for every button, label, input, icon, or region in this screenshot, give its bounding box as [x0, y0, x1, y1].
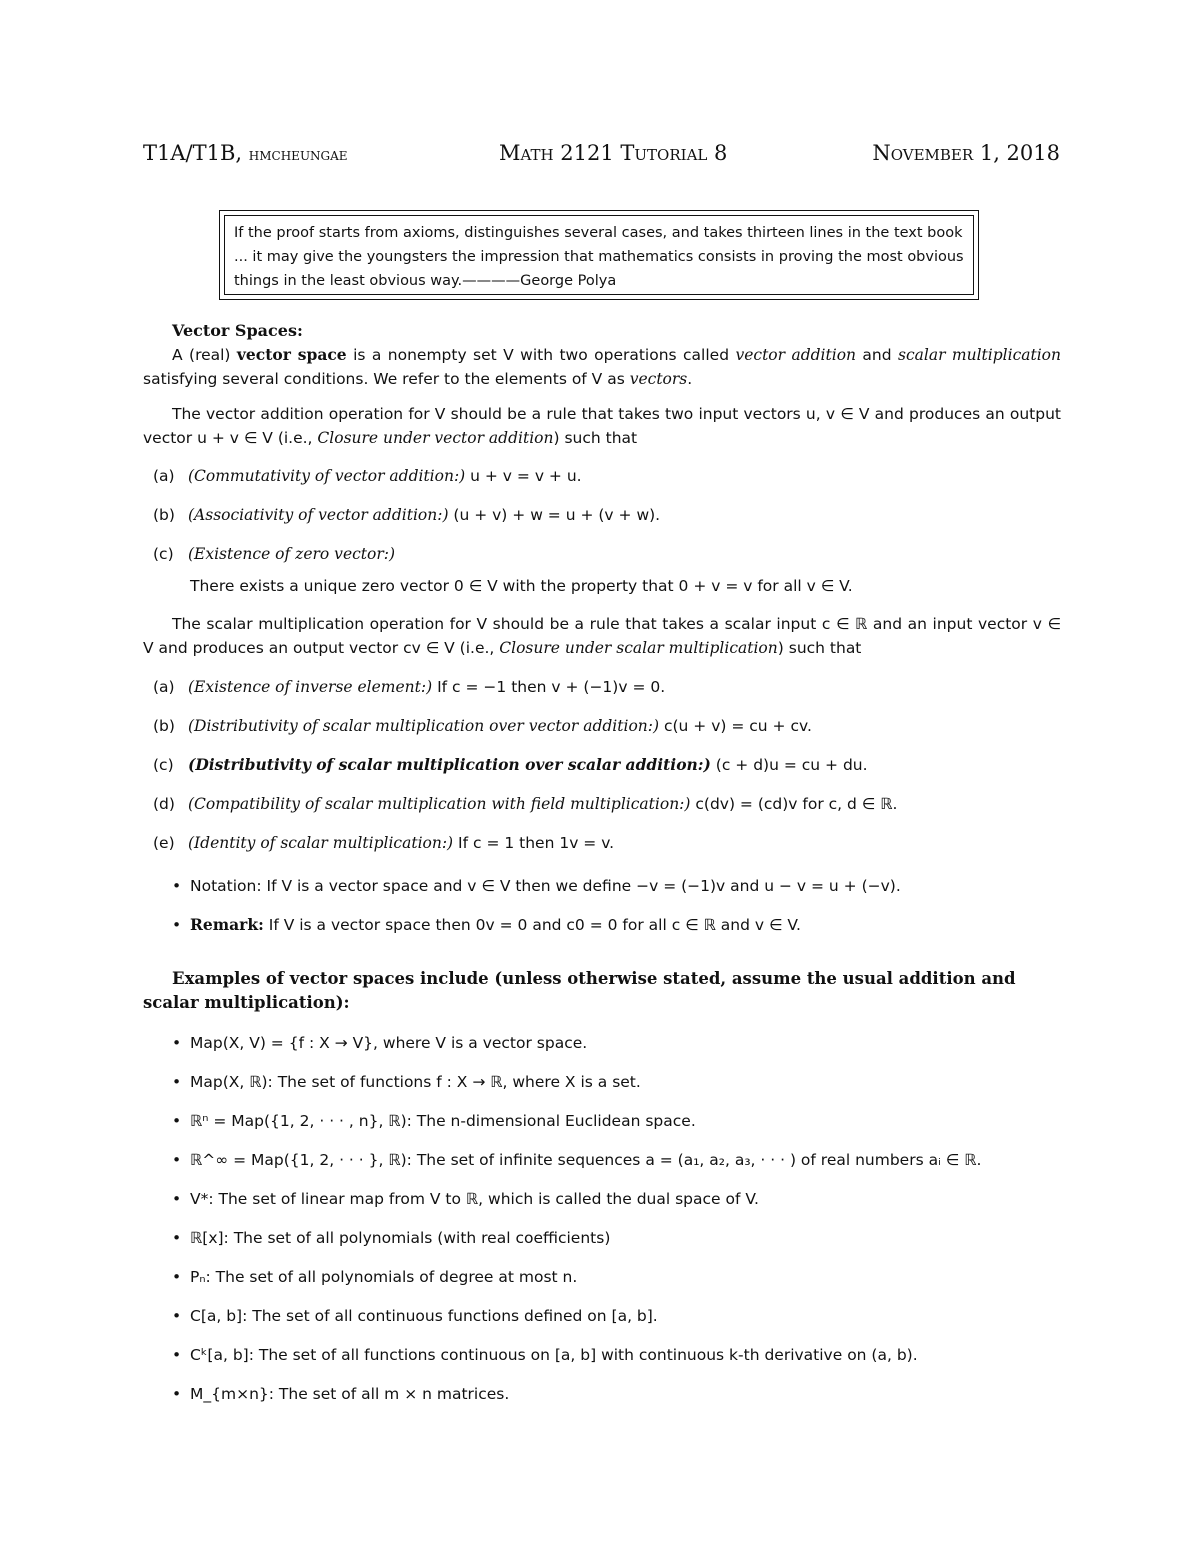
item-label: (c) — [153, 545, 174, 563]
bullet-icon: • — [172, 916, 182, 934]
example-text: M_{m×n}: The set of all m × n matrices. — [190, 1385, 510, 1403]
page-header — [143, 141, 1060, 169]
bullet-icon: • — [172, 1307, 182, 1325]
scalar-multiplication-paragraph — [143, 612, 1061, 660]
example-item — [172, 1109, 1052, 1133]
term-closure-scalar: Closure under scalar multiplication — [499, 639, 778, 657]
example-item — [172, 1382, 1052, 1406]
bullet-icon: • — [172, 1034, 182, 1052]
text: is a nonempty set V with two operations called — [346, 346, 736, 364]
term-vectors: vectors — [629, 370, 688, 388]
axiom-add-b — [153, 503, 1053, 527]
header-left — [143, 141, 348, 165]
example-item — [172, 1265, 1052, 1289]
text: . — [687, 370, 693, 388]
example-text: Map(X, ℝ): The set of functions f : X → ℝ, where X is a set. — [190, 1073, 641, 1091]
item-label: (b) — [153, 506, 175, 524]
term-scalar-multiplication: scalar multiplication — [898, 346, 1061, 364]
axiom-name: (Compatibility of scalar multiplication with field multiplication:) — [188, 795, 691, 813]
text: and — [856, 346, 899, 364]
axiom-text: c(dv) = (cd)v for c, d ∈ ℝ. — [690, 795, 898, 813]
axiom-name: (Existence of inverse element:) — [188, 678, 433, 696]
text: ) such that — [553, 429, 638, 447]
axiom-name: (Existence of zero vector:) — [188, 545, 396, 563]
vector-addition-paragraph — [143, 402, 1061, 450]
text: The vector addition operation for V should be a rule that takes two input vectors u, v ∈ V and produces an output vector u + v ∈ V (i.e., — [143, 405, 1061, 447]
header-date: November 1, 2018 — [872, 141, 1060, 165]
example-item — [172, 1148, 1052, 1172]
example-item — [172, 1226, 1052, 1250]
header-author: hmcheungae — [248, 145, 348, 165]
example-item — [172, 1343, 1052, 1367]
bullet-icon: • — [172, 877, 182, 895]
axiom-name: (Distributivity of scalar multiplication over vector addition:) — [188, 717, 660, 735]
definition-paragraph — [143, 343, 1061, 391]
notation-text: Notation: If V is a vector space and v ∈ V then we define −v = (−1)v and u − v = u + (−v). — [190, 877, 901, 895]
section-heading-vector-spaces: Vector Spaces: — [172, 321, 303, 340]
axiom-add-a — [153, 464, 1053, 488]
axiom-text: u + v = v + u. — [465, 467, 582, 485]
bullet-icon: • — [172, 1268, 182, 1286]
quote-text: If the proof starts from axioms, distinguishes several cases, and takes thirteen lines in the text book ... it may give the youngsters the impression that mathematics consists in proving the most obvious things in the least obvious way.————George Polya — [224, 215, 974, 295]
term-closure-addition: Closure under vector addition — [317, 429, 554, 447]
text: A (real) — [172, 346, 237, 364]
item-label: (e) — [153, 834, 175, 852]
bullet-icon: • — [172, 1346, 182, 1364]
item-label: (d) — [153, 795, 175, 813]
remark-text: If V is a vector space then 0v = 0 and c0 = 0 for all c ∈ ℝ and v ∈ V. — [263, 916, 801, 934]
example-item — [172, 1304, 1052, 1328]
axiom-mul-d — [153, 792, 1053, 816]
bullet-icon: • — [172, 1385, 182, 1403]
example-text: Pₙ: The set of all polynomials of degree at most n. — [190, 1268, 578, 1286]
example-text: ℝⁿ = Map({1, 2, · · · , n}, ℝ): The n-dimensional Euclidean space. — [190, 1112, 696, 1130]
example-text: ℝ^∞ = Map({1, 2, · · · }, ℝ): The set of infinite sequences a = (a₁, a₂, a₃, · · · ) of real numbers aᵢ ∈ ℝ. — [190, 1151, 982, 1169]
axiom-text: If c = −1 then v + (−1)v = 0. — [432, 678, 666, 696]
text: satisfying several conditions. We refer to the elements of V as — [143, 370, 630, 388]
item-label: (b) — [153, 717, 175, 735]
examples-heading: Examples of vector spaces include (unless otherwise stated, assume the usual addition and scalar multiplication): — [143, 969, 1016, 1012]
bullet-icon: • — [172, 1190, 182, 1208]
example-text: V*: The set of linear map from V to ℝ, which is called the dual space of V. — [190, 1190, 759, 1208]
axiom-text: (c + d)u = cu + du. — [710, 756, 868, 774]
axiom-mul-b — [153, 714, 1053, 738]
axiom-text: If c = 1 then 1v = v. — [453, 834, 615, 852]
axiom-mul-c — [153, 753, 1053, 777]
header-title: Math 2121 Tutorial 8 — [499, 141, 728, 165]
item-label: (c) — [153, 756, 174, 774]
example-item — [172, 1070, 1052, 1094]
axiom-text: c(u + v) = cu + cv. — [659, 717, 812, 735]
axiom-mul-a — [153, 675, 1053, 699]
remark-label: Remark: — [190, 915, 264, 934]
axiom-name: (Identity of scalar multiplication:) — [188, 834, 454, 852]
term-vector-space: vector space — [236, 345, 347, 364]
example-text: Map(X, V) = {f : X → V}, where V is a vector space. — [190, 1034, 588, 1052]
example-text: C[a, b]: The set of all continuous functions defined on [a, b]. — [190, 1307, 658, 1325]
axiom-name: (Associativity of vector addition:) — [188, 506, 449, 524]
term-vector-addition: vector addition — [735, 346, 857, 364]
example-item — [172, 1187, 1052, 1211]
remark-bullet — [172, 913, 1052, 937]
example-item — [172, 1031, 1052, 1055]
notation-bullet — [172, 874, 1052, 898]
text: The scalar multiplication operation for V should be a rule that takes a scalar input c ∈ ℝ and an input vector v ∈ V and produces an output vector cv ∈ V (i.e., — [143, 615, 1061, 657]
axiom-mul-e — [153, 831, 1053, 855]
zero-vector-line: There exists a unique zero vector 0 ∈ V with the property that 0 + v = v for all v ∈ V. — [190, 577, 853, 595]
item-label: (a) — [153, 467, 175, 485]
header-course-code: T1A/T1B, — [143, 141, 243, 165]
axiom-name: (Commutativity of vector addition:) — [188, 467, 466, 485]
example-text: Cᵏ[a, b]: The set of all functions continuous on [a, b] with continuous k-th derivative on (a, b). — [190, 1346, 918, 1364]
quote-box — [219, 210, 979, 300]
bullet-icon: • — [172, 1151, 182, 1169]
text: ) such that — [777, 639, 862, 657]
axiom-name: (Distributivity of scalar multiplication over scalar addition:) — [188, 755, 711, 774]
bullet-icon: • — [172, 1112, 182, 1130]
bullet-icon: • — [172, 1229, 182, 1247]
bullet-icon: • — [172, 1073, 182, 1091]
example-text: ℝ[x]: The set of all polynomials (with real coefficients) — [190, 1229, 611, 1247]
axiom-text: (u + v) + w = u + (v + w). — [448, 506, 661, 524]
item-label: (a) — [153, 678, 175, 696]
axiom-add-c — [153, 542, 1053, 566]
